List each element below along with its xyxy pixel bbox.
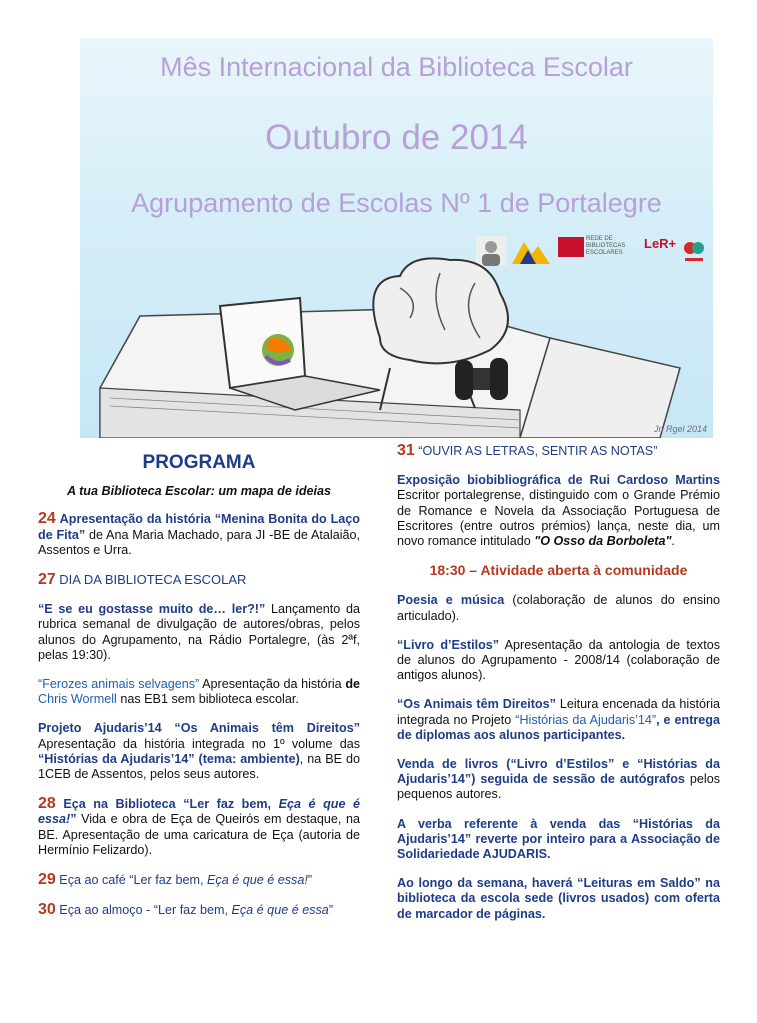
- event-title: Eça é que é essa!: [207, 873, 308, 888]
- event-28: [38, 796, 360, 858]
- event-book: "O Osso da Borboleta": [534, 534, 672, 549]
- event-text: , na BE do 1CEB de Assentos, pelos seus autores.: [38, 751, 361, 782]
- event-title: Eça ao café “Ler faz bem,: [59, 873, 207, 888]
- event-31: [397, 443, 720, 459]
- event-text: Lançamento da rubrica semanal de divulgação de autores/obras, pelos alunos do Agrupamento, na Rádio Portalegre, (às 2ªf, pelas 19:30).: [38, 602, 360, 662]
- right-column: [397, 443, 720, 936]
- rbe-logo: REDE DE BIBLIOTECAS ESCOLARES: [558, 236, 638, 266]
- event-title: Poesia e música: [397, 593, 505, 608]
- note-leituras-saldo: Ao longo da semana, haverá “Leituras em Saldo” na biblioteca da escola sede (livros usados) com oferta de marcador de páginas.: [397, 876, 720, 921]
- event-title: Eça na Biblioteca “Ler faz bem,: [63, 797, 279, 812]
- event-ferozes: [38, 677, 360, 707]
- event-book: “Histórias da Ajudaris’14”: [515, 712, 657, 727]
- event-text: Apresentação da antologia de textos de alunos do Agrupamento - 2008/14 (colaboração de antigos alunos).: [397, 637, 721, 683]
- event-poesia: [397, 593, 720, 623]
- event-text: , e entrega de diplomas aos alunos participantes.: [397, 712, 720, 742]
- event-exposicao: [397, 473, 720, 549]
- event-title: “Livro d’Estilos”: [397, 637, 500, 652]
- event-text: Escritor portalegrense, distinguido com o Grande Prémio de Romance e Novela da Associação Portuguesa de Escritores (entre outros prémios) lança, neste dia, um novo romance intitulado: [397, 488, 720, 549]
- event-title: ”: [70, 812, 77, 827]
- program-heading: PROGRAMA: [142, 452, 256, 473]
- event-author: Chris Wormell: [38, 692, 117, 707]
- banner-school: Agrupamento de Escolas Nº 1 de Portalegre: [131, 188, 662, 218]
- left-column: [38, 452, 361, 932]
- event-29: [38, 872, 360, 888]
- banner: [80, 38, 713, 438]
- event-title: ”: [328, 903, 334, 918]
- event-title: Projeto Ajudaris’14 “Os Animais têm Direitos”: [38, 721, 360, 736]
- event-title: Apresentação da história “Menina Bonita do Laço de Fita”: [38, 512, 361, 542]
- event-30: [38, 902, 360, 918]
- event-24: [38, 511, 360, 558]
- day-number: 24: [38, 510, 56, 528]
- day-number: 29: [38, 871, 56, 889]
- event-text: Apresentação da história integrada no 1º volume das: [38, 736, 360, 751]
- event-title: Venda de livros: [397, 757, 499, 772]
- event-title: ”: [307, 873, 313, 888]
- event-text: nas EB1 sem biblioteca escolar.: [116, 692, 299, 707]
- event-title: “Ferozes animais selvagens”: [38, 677, 200, 692]
- event-livro-estilos: [397, 638, 720, 684]
- event-text: pelos pequenos autores.: [397, 772, 720, 802]
- event-title: Eça é que é essa!: [38, 797, 360, 827]
- event-text: Apresentação da história: [199, 677, 346, 692]
- event-animais: [397, 697, 720, 743]
- event-book: “Histórias da Ajudaris’14” (tema: ambiente): [38, 751, 300, 766]
- event-venda: [397, 757, 720, 803]
- activity-heading: [397, 563, 720, 579]
- program-subheading: A tua Biblioteca Escolar: um mapa de ideias: [66, 484, 332, 499]
- event-text: seguida de sessão de autógrafos: [480, 772, 685, 787]
- event-text: (colaboração de alunos do ensino articulado).: [397, 593, 720, 623]
- event-title: DIA DA BIBLIOTECA ESCOLAR: [59, 572, 247, 588]
- event-text: Vida e obra de Eça de Queirós em destaque, na BE. Apresentação de uma caricatura de Eça (autoria de Hermínio Felizardo).: [38, 812, 360, 857]
- day-number: 28: [38, 795, 56, 813]
- event-title: Eça é que é essa: [231, 903, 329, 918]
- event-title: Exposição biobibliográfica de Rui Cardoso Martins: [397, 473, 720, 488]
- day-number: 31: [397, 442, 415, 459]
- note-verba: A verba referente à venda das “Histórias da Ajudaris’14” reverte por inteiro para a Associação de Solidariedade AJUDARIS.: [397, 816, 720, 862]
- event-title: “E se eu gostasse muito de… ler?!”: [38, 602, 266, 617]
- event-text: .: [671, 534, 675, 549]
- brain-book-illustration: [80, 38, 713, 438]
- event-title: Eça ao almoço - “Ler faz bem,: [59, 903, 232, 918]
- event-title: “OUVIR AS LETRAS, SENTIR AS NOTAS”: [418, 444, 658, 458]
- event-text: de Ana Maria Machado, para JI -BE de Atalaião, Assentos e Urra.: [38, 527, 361, 557]
- event-title: “Os Animais têm Direitos”: [397, 697, 556, 712]
- event-text: Leitura encenada da história integrada no Projeto: [397, 697, 721, 727]
- event-radio: [38, 602, 360, 663]
- event-27: [38, 572, 360, 588]
- day-number: 30: [38, 901, 56, 919]
- banner-title: Mês Internacional da Biblioteca Escolar: [160, 52, 633, 82]
- event-text: de: [345, 677, 361, 692]
- activity-title: 18:30 – Atividade aberta à comunidade: [429, 562, 688, 579]
- ler-plus-logo: LeR+: [644, 236, 677, 251]
- artist-signature: Jn Rgel 2014: [653, 424, 707, 434]
- banner-date: Outubro de 2014: [265, 118, 528, 157]
- day-number: 27: [38, 571, 56, 589]
- event-ajudaris: [38, 721, 360, 782]
- event-text: (“Livro d’Estilos” e “Histórias da Ajudaris’14”): [397, 757, 720, 787]
